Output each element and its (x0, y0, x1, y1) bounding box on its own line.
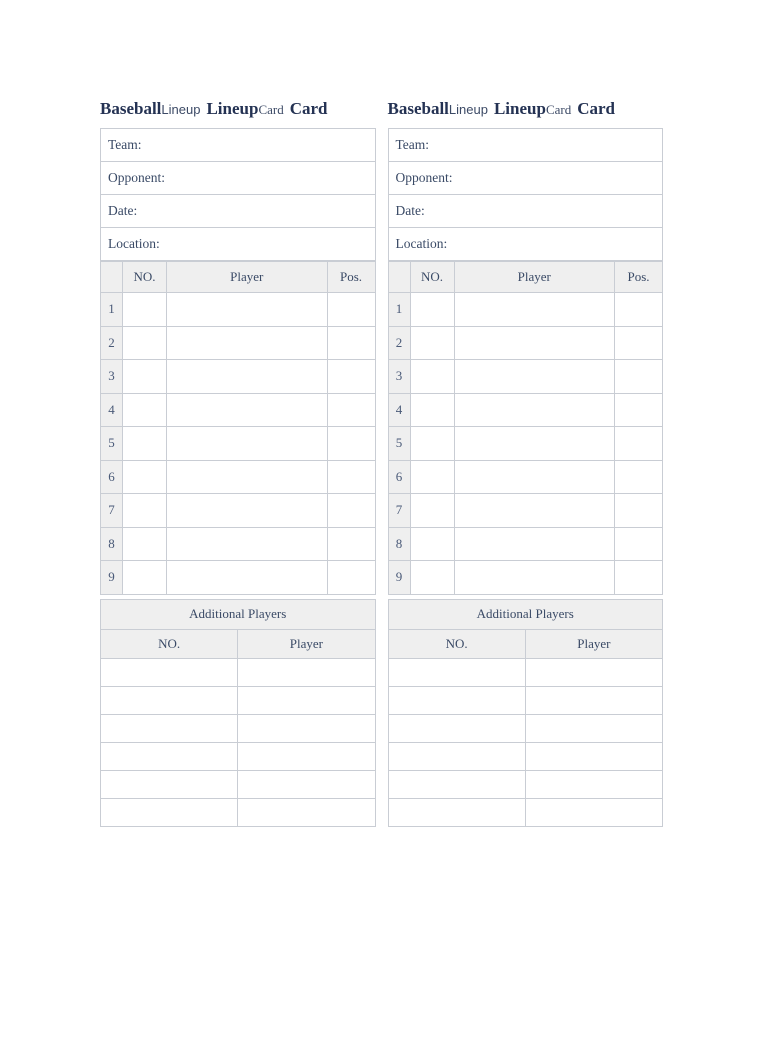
additional-cell-player[interactable] (525, 798, 662, 826)
lineup-card-right (388, 90, 664, 827)
lineup-row-index: 6 (388, 460, 410, 494)
additional-players-title: Additional Players (101, 599, 376, 629)
lineup-cell-number[interactable] (123, 360, 167, 394)
additional-cell-number[interactable] (388, 742, 525, 770)
lineup-row-index: 3 (101, 360, 123, 394)
lineup-row-index: 7 (388, 494, 410, 528)
title-part-card-serif: Card (258, 102, 284, 117)
title-part-lineup-bold: Lineup (493, 99, 546, 118)
info-table-left (100, 128, 376, 261)
lineup-cell-number[interactable] (123, 561, 167, 595)
lineup-cell-number[interactable] (410, 527, 454, 561)
lineup-row-index: 4 (101, 393, 123, 427)
additional-cell-number[interactable] (388, 686, 525, 714)
additional-header-row (101, 629, 376, 658)
table-row (101, 658, 376, 686)
title-part-lineup-bold: Lineup (206, 99, 259, 118)
additional-cell-number[interactable] (388, 798, 525, 826)
lineup-cell-player[interactable] (454, 561, 615, 595)
additional-players-table-right (388, 599, 664, 827)
lineup-cell-player[interactable] (454, 326, 615, 360)
table-row (101, 393, 376, 427)
additional-cell-number[interactable] (388, 770, 525, 798)
lineup-row-index: 4 (388, 393, 410, 427)
table-row (388, 360, 663, 394)
table-row (388, 527, 663, 561)
lineup-cell-position[interactable] (615, 494, 663, 528)
lineup-cell-number[interactable] (123, 427, 167, 461)
lineup-header-row (388, 262, 663, 293)
lineup-cell-player[interactable] (454, 427, 615, 461)
lineup-cell-player[interactable] (167, 494, 328, 528)
additional-players-section-right (388, 599, 664, 827)
title-part-baseball: Baseball (100, 99, 162, 118)
lineup-cell-player[interactable] (454, 293, 615, 327)
additional-cell-player[interactable] (238, 742, 375, 770)
info-field-date[interactable]: Date: (388, 195, 663, 228)
lineup-cell-position[interactable] (327, 527, 375, 561)
lineup-row-index: 6 (101, 460, 123, 494)
lineup-cell-player[interactable] (167, 393, 328, 427)
lineup-row-index: 9 (101, 561, 123, 595)
lineup-cell-player[interactable] (454, 360, 615, 394)
info-field-location[interactable]: Location: (388, 228, 663, 261)
table-row (101, 742, 376, 770)
table-row (388, 798, 663, 826)
additional-cell-player[interactable] (238, 714, 375, 742)
lineup-row-index: 3 (388, 360, 410, 394)
lineup-cell-number[interactable] (410, 326, 454, 360)
lineup-cell-position[interactable] (615, 460, 663, 494)
lineup-cell-position[interactable] (327, 561, 375, 595)
lineup-row-index: 1 (101, 293, 123, 327)
additional-players-table-left (100, 599, 376, 827)
lineup-cell-position[interactable] (615, 326, 663, 360)
additional-cell-number[interactable] (388, 714, 525, 742)
additional-header-number: NO. (101, 629, 238, 658)
table-row (388, 561, 663, 595)
lineup-cell-number[interactable] (410, 360, 454, 394)
lineup-cell-position[interactable] (327, 393, 375, 427)
lineup-cell-player[interactable] (167, 293, 328, 327)
lineup-header-position: Pos. (327, 262, 375, 293)
table-row (101, 686, 376, 714)
table-row (101, 494, 376, 528)
info-row-date (101, 195, 376, 228)
additional-header-player: Player (525, 629, 662, 658)
lineup-row-index: 2 (101, 326, 123, 360)
additional-header-player: Player (238, 629, 375, 658)
additional-cell-number[interactable] (101, 714, 238, 742)
info-row-date (388, 195, 663, 228)
lineup-cell-number[interactable] (123, 326, 167, 360)
info-field-location[interactable]: Location: (101, 228, 376, 261)
table-row (101, 770, 376, 798)
lineup-cell-number[interactable] (123, 460, 167, 494)
lineup-cell-number[interactable] (123, 293, 167, 327)
additional-cell-player[interactable] (525, 686, 662, 714)
lineup-row-index: 8 (388, 527, 410, 561)
additional-cell-number[interactable] (101, 798, 238, 826)
lineup-cell-position[interactable] (615, 360, 663, 394)
additional-cell-player[interactable] (525, 714, 662, 742)
table-row (101, 326, 376, 360)
title-part-card-serif: Card (545, 102, 572, 117)
lineup-cell-number[interactable] (123, 494, 167, 528)
lineup-header-position: Pos. (615, 262, 663, 293)
additional-cell-player[interactable] (238, 658, 375, 686)
additional-cell-player[interactable] (238, 798, 375, 826)
lineup-cell-player[interactable] (454, 527, 615, 561)
table-row (388, 770, 663, 798)
lineup-cell-number[interactable] (123, 527, 167, 561)
title-part-card-bold: Card (289, 99, 328, 118)
lineup-cell-player[interactable] (167, 326, 328, 360)
lineup-cell-player[interactable] (454, 494, 615, 528)
lineup-header-player: Player (454, 262, 615, 293)
lineup-cell-position[interactable] (615, 393, 663, 427)
table-row (388, 494, 663, 528)
table-row (388, 742, 663, 770)
page-title-left (100, 90, 376, 128)
table-row (388, 686, 663, 714)
lineup-cell-position[interactable] (327, 360, 375, 394)
lineup-cell-number[interactable] (410, 561, 454, 595)
additional-cell-player[interactable] (525, 658, 662, 686)
lineup-card-left (100, 90, 376, 827)
lineup-cell-position[interactable] (327, 427, 375, 461)
table-row (388, 460, 663, 494)
table-row (388, 326, 663, 360)
additional-cell-number[interactable] (101, 770, 238, 798)
info-row-team (388, 129, 663, 162)
info-row-location (388, 228, 663, 261)
additional-title-row (101, 599, 376, 629)
lineup-row-index: 9 (388, 561, 410, 595)
additional-players-section-left (100, 599, 376, 827)
info-field-team[interactable]: Team: (101, 129, 376, 162)
lineup-cell-player[interactable] (167, 460, 328, 494)
lineup-row-index: 5 (388, 427, 410, 461)
table-row (388, 293, 663, 327)
lineup-header-index (101, 262, 123, 293)
additional-cell-number[interactable] (101, 742, 238, 770)
lineup-cell-position[interactable] (615, 527, 663, 561)
table-row (101, 293, 376, 327)
lineup-cell-number[interactable] (410, 393, 454, 427)
lineup-cell-player[interactable] (167, 360, 328, 394)
lineup-cell-player[interactable] (167, 527, 328, 561)
title-part-lineup-sans: Lineup (448, 102, 488, 117)
lineup-cell-player[interactable] (454, 460, 615, 494)
lineup-header-player: Player (167, 262, 328, 293)
table-row (101, 561, 376, 595)
additional-cell-number[interactable] (101, 686, 238, 714)
table-row (388, 658, 663, 686)
title-part-lineup-sans: Lineup (161, 102, 201, 117)
lineup-card-sheet (100, 90, 663, 827)
lineup-row-index: 5 (101, 427, 123, 461)
title-part-card-bold: Card (577, 99, 615, 118)
additional-cell-number[interactable] (101, 658, 238, 686)
additional-players-title: Additional Players (388, 599, 663, 629)
lineup-cell-number[interactable] (123, 393, 167, 427)
lineup-cell-position[interactable] (327, 494, 375, 528)
lineup-row-index: 2 (388, 326, 410, 360)
info-field-team[interactable]: Team: (388, 129, 663, 162)
info-field-opponent[interactable]: Opponent: (388, 162, 663, 195)
info-row-opponent (388, 162, 663, 195)
table-row (101, 798, 376, 826)
additional-cell-player[interactable] (238, 770, 375, 798)
lineup-cell-number[interactable] (410, 427, 454, 461)
additional-header-number: NO. (388, 629, 525, 658)
additional-title-row (388, 599, 663, 629)
lineup-cell-number[interactable] (410, 460, 454, 494)
lineup-cell-number[interactable] (410, 494, 454, 528)
additional-cell-player[interactable] (525, 770, 662, 798)
lineup-cell-player[interactable] (167, 561, 328, 595)
table-row (388, 427, 663, 461)
table-row (101, 460, 376, 494)
info-row-opponent (101, 162, 376, 195)
lineup-row-index: 1 (388, 293, 410, 327)
table-row (101, 360, 376, 394)
additional-cell-player[interactable] (238, 686, 375, 714)
lineup-cell-number[interactable] (410, 293, 454, 327)
info-row-team (101, 129, 376, 162)
lineup-header-row (101, 262, 376, 293)
additional-header-row (388, 629, 663, 658)
table-row (388, 714, 663, 742)
info-field-date[interactable]: Date: (101, 195, 376, 228)
info-row-location (101, 228, 376, 261)
lineup-table-left (100, 261, 376, 595)
lineup-cell-position[interactable] (615, 427, 663, 461)
table-row (101, 427, 376, 461)
lineup-cell-position[interactable] (327, 293, 375, 327)
table-row (101, 527, 376, 561)
table-row (388, 393, 663, 427)
lineup-cell-position[interactable] (327, 460, 375, 494)
lineup-row-index: 8 (101, 527, 123, 561)
lineup-cell-position[interactable] (327, 326, 375, 360)
page-title-right (388, 90, 664, 128)
lineup-header-number: NO. (410, 262, 454, 293)
info-field-opponent[interactable]: Opponent: (101, 162, 376, 195)
info-table-right (388, 128, 664, 261)
table-row (101, 714, 376, 742)
lineup-cell-position[interactable] (615, 293, 663, 327)
lineup-header-number: NO. (123, 262, 167, 293)
additional-cell-player[interactable] (525, 742, 662, 770)
title-part-baseball: Baseball (387, 99, 449, 118)
lineup-cell-player[interactable] (454, 393, 615, 427)
lineup-cell-player[interactable] (167, 427, 328, 461)
additional-cell-number[interactable] (388, 658, 525, 686)
lineup-table-right (388, 261, 664, 595)
lineup-row-index: 7 (101, 494, 123, 528)
lineup-cell-position[interactable] (615, 561, 663, 595)
lineup-header-index (388, 262, 410, 293)
